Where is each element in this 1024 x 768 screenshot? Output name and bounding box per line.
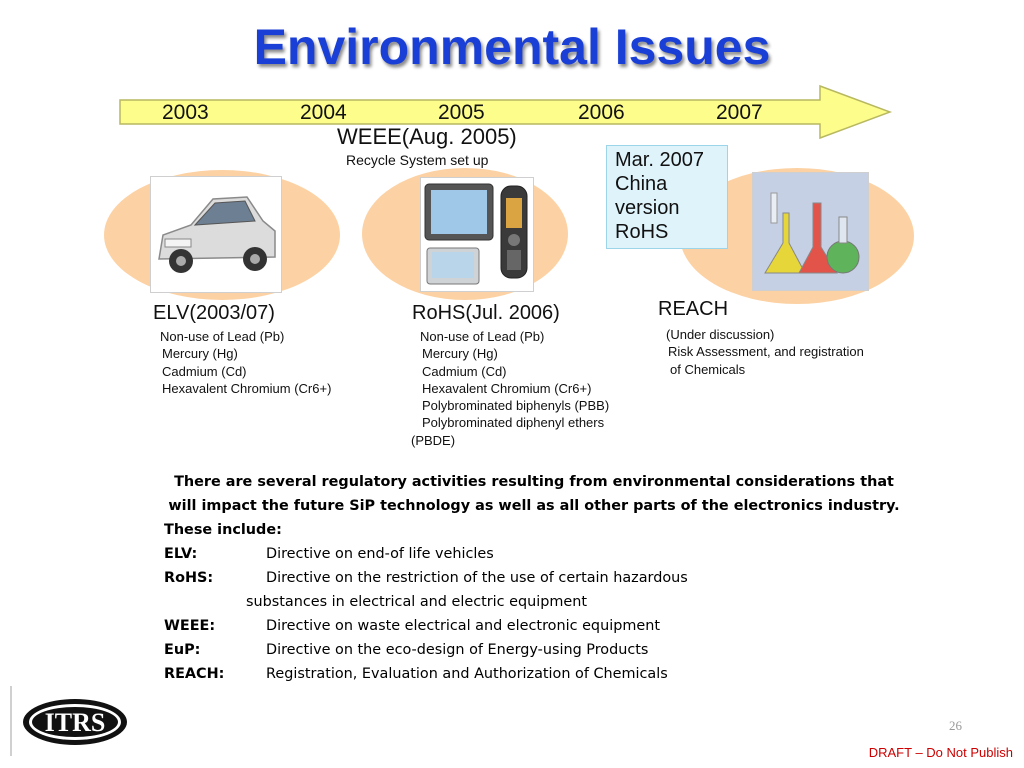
timeline-year-2003: 2003 (162, 101, 209, 124)
definition-row-rohs (164, 566, 904, 590)
list-item: Hexavalent Chromium (Cr6+) (162, 380, 332, 396)
list-item: (PBDE) (411, 432, 456, 448)
list-item: Risk Assessment, and registration (668, 344, 864, 360)
definition-term: REACH: (164, 666, 225, 682)
definition-term: WEEE: (164, 618, 216, 634)
reach-list (666, 326, 864, 378)
slide-title: Environmental Issues (253, 19, 771, 75)
definition-row-eup (164, 638, 904, 662)
intro-line: These include: (164, 522, 282, 538)
definition-row-reach (164, 662, 904, 686)
list-item: Hexavalent Chromium (Cr6+) (422, 380, 592, 396)
definition-row-weee (164, 614, 904, 638)
definition-text: Directive on waste electrical and electronic equipment (266, 618, 660, 634)
rohs-list (411, 328, 610, 449)
definition-text: Directive on end-of life vehicles (266, 546, 494, 562)
chemicals-image (752, 172, 869, 291)
list-item: Non-use of Lead (Pb) (160, 329, 285, 344)
electronics-image (420, 177, 534, 292)
china-rohs-box (606, 145, 728, 249)
definition-term: RoHS: (164, 570, 214, 586)
definition-text: Directive on the restriction of the use of certain hazardous (266, 570, 688, 586)
definition-term: EuP: (164, 642, 201, 658)
definition-text: Directive on the eco-design of Energy-using Products (266, 642, 649, 658)
timeline-year-2006: 2006 (578, 101, 625, 124)
china-box-line: China (615, 173, 668, 195)
logo-text: ITRS (44, 708, 106, 737)
list-item: (Under discussion) (666, 327, 775, 342)
list-item: Polybrominated diphenyl ethers (422, 415, 605, 431)
definition-text: Registration, Evaluation and Authorization of Chemicals (266, 666, 668, 682)
intro-line: There are several regulatory activities resulting from environmental considerations that (174, 474, 894, 490)
intro-line: will impact the future SiP technology as well as all other parts of the electronics industry. (168, 498, 900, 514)
rohs-heading: RoHS(Jul. 2006) (412, 302, 560, 324)
regulations-paragraph (164, 470, 904, 686)
china-box-line: Mar. 2007 (615, 149, 704, 171)
reach-heading: REACH (658, 298, 729, 320)
list-item: Mercury (Hg) (162, 346, 238, 362)
list-item: Mercury (Hg) (422, 346, 498, 362)
timeline-year-2007: 2007 (716, 101, 763, 124)
itrs-logo (22, 698, 128, 746)
car-image (150, 176, 282, 293)
draft-notice: DRAFT – Do Not Publish (868, 745, 1013, 760)
timeline-year-2004: 2004 (300, 101, 347, 124)
list-item: Cadmium (Cd) (162, 363, 247, 379)
china-box-line: RoHS (615, 221, 669, 243)
definition-term: ELV: (164, 546, 198, 562)
list-item: Cadmium (Cd) (422, 363, 507, 379)
definition-continuation: substances in electrical and electric equipment (246, 594, 588, 610)
timeline-year-2005: 2005 (438, 101, 485, 124)
definition-row-elv (164, 542, 904, 566)
list-item: Non-use of Lead (Pb) (420, 329, 545, 344)
weee-subtitle: Recycle System set up (346, 152, 489, 168)
list-item: Polybrominated biphenyls (PBB) (422, 398, 610, 414)
elv-list (160, 328, 331, 397)
china-box-line: version (615, 197, 680, 219)
page-number: 26 (949, 718, 962, 733)
list-item: of Chemicals (670, 361, 746, 377)
weee-title: WEEE(Aug. 2005) (337, 124, 517, 149)
footer-divider (10, 686, 12, 756)
elv-heading: ELV(2003/07) (153, 302, 275, 324)
